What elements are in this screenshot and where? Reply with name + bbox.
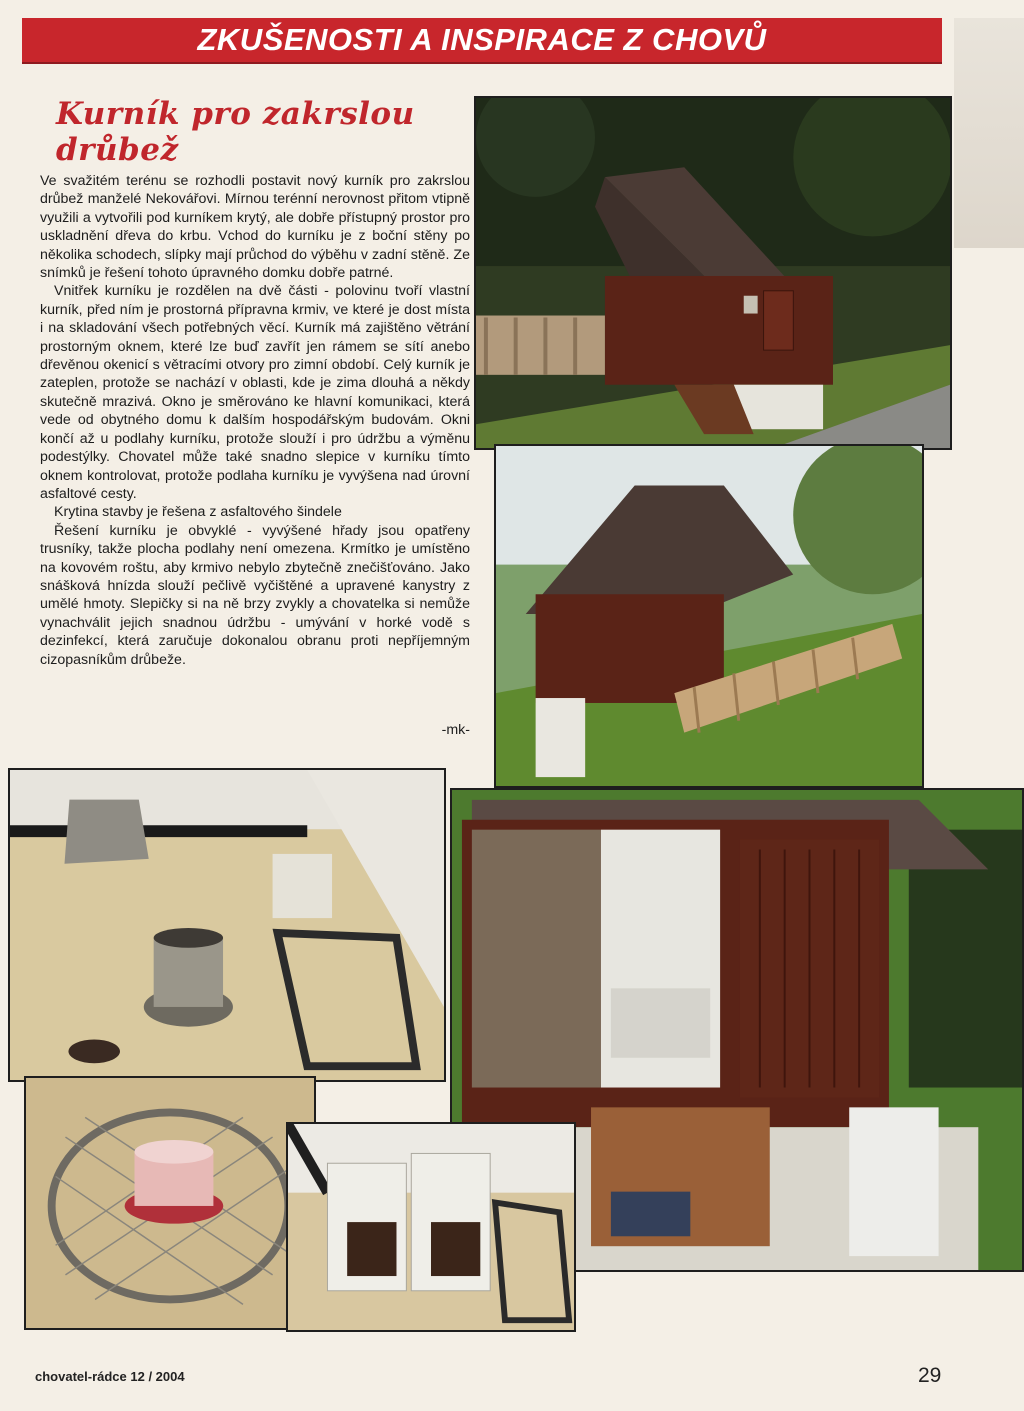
section-title: ZKUŠENOSTI A INSPIRACE Z CHOVŮ	[197, 22, 767, 57]
photo-waterer-grid	[24, 1076, 316, 1330]
article-body	[40, 172, 470, 669]
paragraph: Ve svažitém terénu se rozhodli postavit nový kurník pro zakrslou drůbež manželé Nekovářovi. Mírnou terénní nerovnost přitom vtipně využili a vytvořili pod kurníkem krytý, ale dobře přístupný prostor pro uskladnění dřeva do krbu. Vchod do kurníku je z boční stěny po několika schodech, slípky mají průchod do výběhu v zadní stěně. Ze snímků je řešení tohoto úpravného domku dobře patrné.	[40, 173, 470, 282]
author-signature: -mk-	[441, 722, 470, 738]
page-number: 29	[918, 1364, 942, 1387]
adjacent-page-edge	[954, 18, 1024, 248]
photo-nest-canisters	[286, 1122, 576, 1332]
publication-footer: chovatel-rádce 12 / 2004	[35, 1369, 185, 1384]
photo-coop-hillside	[494, 444, 924, 788]
paragraph: Řešení kurníku je obvyklé - vyvýšené hřady jsou opatřeny trusníky, takže plocha podlahy není omezena. Krmítko je umístěno na kovovém roštu, aby krmivo nebylo zbytečně znečišťováno. Jako snášková hnízda slouží pečlivě vyčištěné a upravené kanystry z umělé hmoty. Slepičky si na ně brzy zvykly a chovatelka si nemůže vynachválit jejich snadnou údržbu - umývání v horké vodě s dezinfekcí, která zaručuje dokonalou obranu proti nepříjemným cizopasníkům drůbeže.	[40, 522, 470, 668]
photo-interior-feeder	[8, 768, 446, 1082]
paragraph: Vnitřek kurníku je rozdělen na dvě části - polovinu tvoří vlastní kurník, před ním je prostorná přípravna krmiv, ve které je dost místa i na skladování všech potřebných věcí. Kurník má zajištěno větrání prostorným oknem, které lze buď zavřít jen rámem se sítí anebo dřevěnou okenicí s větracími otvory pro zimní období. Celý kurník je zateplen, protože se nachází v oblasti, kde je zima dlouhá a někdy skutečně mrazivá. Okno je směrováno ke hlavní komunikaci, která vede od obytného domu k dalším hospodářským budovám. Okni končí až u podlahy kurníku, protože slouží i pro údržbu a výměnu podestýlky. Chovatel může také snadno slepice v kurníku tímto oknem kontrolovat, protože podlaha kurníku je vyvýšena nad úrovní asfaltové cesty.	[40, 283, 470, 502]
article-title: Kurník pro zakrslou drůbež	[56, 96, 415, 168]
section-banner	[22, 18, 942, 64]
photo-coop-side	[474, 96, 952, 450]
paragraph: Krytina stavby je řešena z asfaltového šindele	[54, 504, 342, 521]
